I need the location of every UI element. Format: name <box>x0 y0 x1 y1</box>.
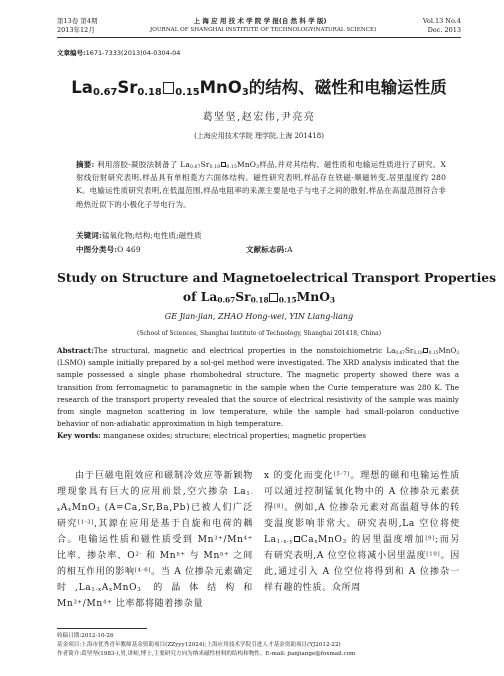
abstract-en: Abstract:The structural, magnetic and electrical properties in the nonstoichiometric $La_{0.67}Sr_{0.18}$ $_{0.15}$MnO$_3$ (LSMO) sample initially prepared by a sol-gel method were investigated. The XRD analysis indicated that the sample possessed a single phase rhombohedral structure. The magnetic property showed there was a transition from ferromagnetic to paramagnetic in the sample when the Curie temperature was 280 K. The research of the transport property revealed that the source of electrical resistivity of the sample was mainly from single magneton scattering in low temperature, while the sample had small-polaron conductive behavior of non-adiabatic approximation in high temperature. <box>57 346 459 429</box>
page-title-cn: $La_{0.67}Sr_{0.18}$ $_{0.15}$MnO$_3$的结构、磁性和电输运性质 <box>71 78 447 98</box>
affiliation-cn: (上海应用技术学院 理学院,上海 201418) <box>194 132 324 140</box>
footnote-received: 收稿日期:2012-10-26 <box>57 633 114 639</box>
keywords-en: Key words: manganese oxides; structure; electrical properties; magnetic properties <box>57 431 367 440</box>
header-journal-en: JOURNAL OF SHANGHAI INSTITUTE OF TECHNOLOGY(NATURAL SCIENCE) <box>150 27 377 33</box>
abstract-cn: 摘要: 利用溶胶-凝胶法制备了 $La_{0.67}Sr_{0.18}$ $_{0.15}$MnO$_3$样品,并对其结构、磁性质和电输运性质进行了研究。X射线衍射研究表明,样品具有单相菱方六面体结构。磁性研究表明,样品存在铁磁-顺磁转变,居里温度约 280 K。电输运性质研究表明,在低温范围,样品电阻率的来源主要是电子与电子之间的散射,样品在高温范围符合非绝热近似下的小极化子导电行为。 <box>76 160 446 209</box>
header-date-en: Dec. 2013 <box>427 26 461 34</box>
footnote <box>57 632 461 659</box>
affiliation-en: (School of Sciences, Shanghai Institute of Technology, Shanghai 201418, China) <box>136 330 382 337</box>
authors-cn: 葛坚坚,赵宏伟,尹亮亮 <box>202 112 316 123</box>
footnote-rule <box>57 628 147 629</box>
abstract-cn-label: 摘要: <box>76 160 95 169</box>
page-title-en-line2: of $La_{0.67}Sr_{0.18}$ $_{0.15}$MnO$_3$ <box>182 289 336 305</box>
body-column-right: x 的变化而变化[5-7]。理想的磁和电输运性质可以通过控制锰氧化物中的 A 位掺杂元素获得[8]。例如,A 位掺杂元素对高温超导体的转变温度影响非常大。研究表明,La 空位将使 $La_{1-x-y}$ $Ca_xMnO_3$ 的居里温度增加[9];而另有研究表明,A 位空位将减小居里温度[10]。因此,通过引入 A 位空位将得到和 A 位掺杂一样有趣的性质。众所周 <box>264 471 461 593</box>
article-number-label: 文章编号: <box>57 49 86 57</box>
vacancy-box-icon <box>269 293 278 302</box>
authors-en: GE Jian-jian, ZHAO Hong-wei, YIN Liang-liang <box>164 312 354 321</box>
keywords-cn: 关键词:锰氧化物;结构;电性质;磁性质 <box>76 231 202 240</box>
header-rule <box>57 37 461 38</box>
vacancy-box-icon <box>423 348 428 353</box>
clc-number: 中图分类号:O 469 <box>76 245 141 254</box>
footnote-author: 作者简介:葛坚坚(1983-),男,讲师,博士,主要研究方向为纳米磁性材料的结构和物性。E-mail: jianjiange@foxmail.com <box>57 651 356 657</box>
header-journal-cn: 上 海 应 用 技 术 学 院 学 报(自 然 科 学 版) <box>193 17 327 25</box>
footnote-fund: 基金项目:上海市优秀青年教师基金资助项目(ZZyyy12024);上海应用技术学院引进人才基金资助项目(YJ2012-22) <box>57 642 341 648</box>
page-title-en-line1: Study on Structure and Magnetoelectrical Transport Properties <box>57 270 497 285</box>
header-date-cn: 2013年12月 <box>57 26 95 34</box>
header-volume-cn: 第13卷 第4期 <box>57 17 98 25</box>
article-number <box>57 48 180 57</box>
abstract-en-label: Abstract: <box>57 346 94 355</box>
body-column-left: 由于巨磁电阻效应和磁制冷效应等新颖物理现象具有巨大的应用前景,空穴掺杂 $La_{1-x}A_xMnO_3$ (A=Ca,Sr,Ba,Pb)已被人们广泛研究[1-3],其源在应用是基于自旋和电荷的耦合。电输运性质和磁性质受到 $Mn^{3+}/Mn^{4+}$ 比率、掺杂率、$O^{2-}$ 和 $Mn^{n+}$ 与 $Mn^{n+}$ 之间的相互作用的影响[4-6]。当 A 位掺杂元素确定时$,La_{1-x}A_xMnO_3$ 的晶体结构和 $Mn^{3+}/Mn^{4+}$ 比率都将随着掺杂量 <box>57 471 254 609</box>
vacancy-box-icon <box>294 536 300 542</box>
article-number-value: 1671-7333(2013)04-0304-04 <box>85 49 181 57</box>
vacancy-box-icon <box>163 82 175 94</box>
document-code: 文献标志码:A <box>246 245 293 254</box>
header-volume-en: Vol.13 No.4 <box>422 17 461 25</box>
